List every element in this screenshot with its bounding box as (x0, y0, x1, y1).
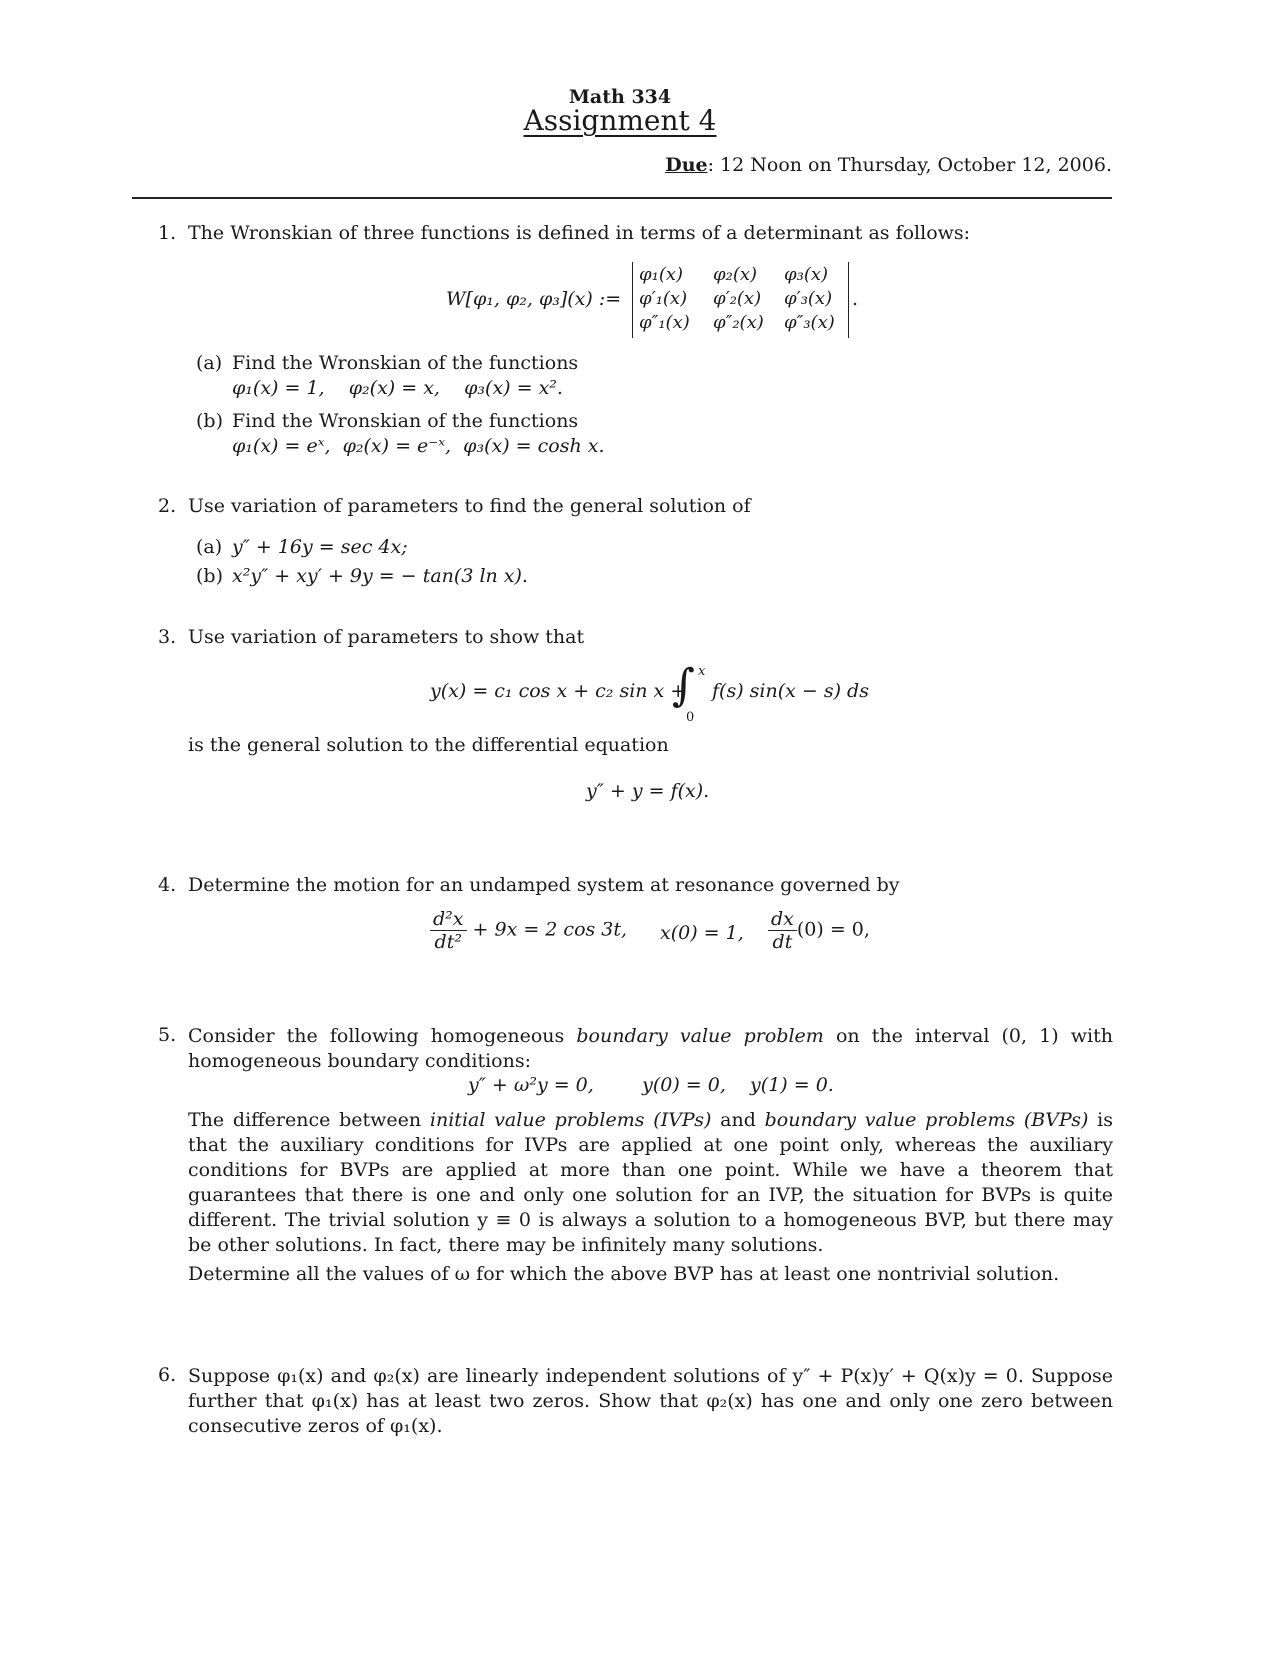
q3-eq-right: f(s) sin(x − s) ds (712, 680, 869, 702)
q2a-math: y″ + 16y = sec 4x; (232, 536, 408, 558)
det-cell: φ″₂(x) (713, 312, 764, 333)
q5-p1-em1: initial value problems (IVPs) (429, 1109, 712, 1131)
q2b-math: x²y″ + xy′ + 9y = − tan(3 ln x). (232, 565, 528, 587)
q1a-label: (a) (196, 352, 223, 374)
q5-intro-em: boundary value problem (576, 1025, 824, 1047)
q3-middle: is the general solution to the differential equation (188, 734, 669, 756)
q4-ic1: x(0) = 1, (660, 922, 744, 944)
q1b-text: Find the Wronskian of the functions (232, 410, 579, 432)
q1b-math: φ₁(x) = eˣ, φ₂(x) = e⁻ˣ, φ₃(x) = cosh x. (232, 435, 605, 457)
q3-int-upper: x (698, 664, 706, 679)
q1-period: . (852, 288, 859, 310)
page-title (0, 104, 1240, 137)
q5-p1-b: and (711, 1109, 765, 1131)
det-cell: φ″₃(x) (784, 312, 835, 333)
q4-eq-mid: + 9x = 2 cos 3t, (472, 918, 628, 941)
q5-intro (188, 1024, 1113, 1074)
det-cell: φ₂(x) (713, 264, 758, 285)
q2a-label: (a) (196, 536, 223, 558)
q2-number: 2. (158, 495, 177, 517)
q1-intro: The Wronskian of three functions is defined in terms of a determinant as follows: (188, 222, 971, 244)
due-label: Due (665, 154, 708, 176)
first-derivative-fraction (768, 908, 797, 953)
q4-ic2 (768, 908, 870, 953)
q1-determinant (632, 262, 849, 338)
frac-numerator: d²x (430, 908, 467, 931)
q6-text: Suppose φ₁(x) and φ₂(x) are linearly independent solutions of y″ + P(x)y′ + Q(x)y = 0. Suppose further that φ₁(x) has at least two zeros. Show that φ₂(x) has one and only one zero between consecutive zeros of φ₁(x). (188, 1365, 1113, 1437)
q5-number: 5. (158, 1024, 177, 1046)
q3-int-lower: 0 (686, 710, 695, 725)
q3-intro: Use variation of parameters to show that (188, 626, 585, 648)
q5-bvp-eq: y″ + ω²y = 0, y(0) = 0, y(1) = 0. (468, 1074, 834, 1096)
q2b-label: (b) (196, 565, 223, 587)
q4-ic2-value: (0) = 0, (796, 918, 870, 941)
q1a-math: φ₁(x) = 1, φ₂(x) = x, φ₃(x) = x². (232, 377, 563, 399)
integral-sign: ∫ (672, 660, 695, 711)
q1a-text: Find the Wronskian of the functions (232, 352, 579, 374)
q3-eq2: y″ + y = f(x). (586, 780, 710, 802)
q1b-label: (b) (196, 410, 223, 432)
title-text: Assignment 4 (523, 104, 717, 137)
q1-number: 1. (158, 222, 177, 244)
det-cell: φ₃(x) (784, 264, 829, 285)
q5-intro-a: Consider the following homogeneous (188, 1025, 577, 1047)
q5-paragraph-2: Determine all the values of ω for which the above BVP has at least one nontrivial solution. (188, 1263, 1060, 1285)
q3-eq-left: y(x) = c₁ cos x + c₂ sin x + (430, 680, 687, 702)
due-date (665, 154, 1112, 176)
det-cell: φ′₂(x) (713, 288, 762, 309)
course-name: Math 334 (568, 86, 672, 108)
q3-number: 3. (158, 626, 177, 648)
q2-intro: Use variation of parameters to find the general solution of (188, 495, 751, 517)
due-text: : 12 Noon on Thursday, October 12, 2006. (707, 154, 1112, 176)
det-cell: φ′₁(x) (639, 288, 688, 309)
det-cell: φ″₁(x) (639, 312, 690, 333)
q4-ode (430, 908, 627, 953)
q5-p1-a: The difference between (188, 1109, 430, 1131)
second-derivative-fraction (430, 908, 467, 953)
q5-paragraph-1 (188, 1108, 1113, 1258)
q1-wronskian-lhs: W[φ₁, φ₂, φ₃](x) := (446, 288, 622, 310)
q5-p1-c: is that the auxiliary conditions for IVPs are applied at one point only, whereas the auxiliary conditions for BVPs are applied at more than one point. While we have a theorem that guarantees that there is one and only one solution for an IVP, the situation for BVPs is quite different. The trivial solution y ≡ 0 is always a solution to a homogeneous BVP, but there may be other solutions. In fact, there may be infinitely many solutions. (188, 1109, 1113, 1256)
q5-intro-b: on the interval (0, 1) with homogeneous boundary conditions: (188, 1025, 1114, 1072)
q4-intro: Determine the motion for an undamped system at resonance governed by (188, 874, 900, 896)
frac-numerator: dx (768, 908, 797, 931)
q4-number: 4. (158, 874, 177, 896)
frac-denominator: dt (772, 931, 793, 953)
frac-denominator: dt² (434, 931, 462, 953)
det-cell: φ₁(x) (639, 264, 684, 285)
header-rule (132, 197, 1112, 199)
q6-number: 6. (158, 1364, 177, 1386)
det-cell: φ′₃(x) (784, 288, 833, 309)
q5-p1-em2: boundary value problems (BVPs) (764, 1109, 1089, 1131)
